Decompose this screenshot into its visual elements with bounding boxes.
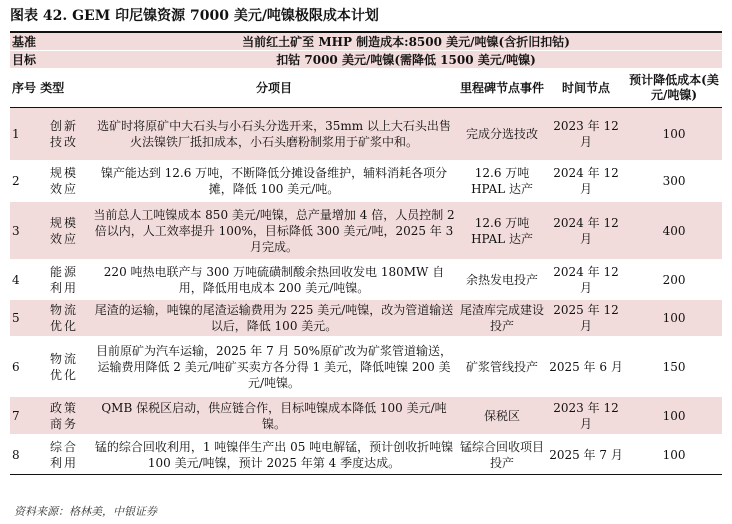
baseline-value: 当前红土矿至 MHP 制造成本:8500 美元/吨镍(含折旧扣钴): [90, 33, 722, 51]
row-milestone: 12.6 万吨 HPAL 达产: [471, 215, 533, 246]
row-time: 2024 年 12 月: [546, 202, 626, 260]
row-item: 尾渣的运输，吨镍的尾渣运输费用为 225 美元/吨镍，改为管道输送以后，降低 100 美元。: [90, 300, 458, 337]
target-label: 目标: [10, 51, 90, 69]
row-number: 3: [10, 202, 38, 260]
row-type: 创新技改: [50, 119, 79, 149]
row-number: 5: [10, 300, 38, 337]
table-row: [10, 108, 722, 161]
row-reduction: 300: [626, 161, 722, 202]
row-type: 综合利用: [50, 439, 79, 470]
header-no: 序号: [12, 80, 37, 95]
row-type: 物流优化: [50, 303, 79, 333]
table-row: [10, 202, 722, 260]
row-number: 8: [10, 435, 38, 475]
row-reduction: 100: [626, 397, 722, 435]
row-time: 2023 年 12 月: [546, 108, 626, 161]
table-row: [10, 337, 722, 397]
row-type: 规模效应: [50, 215, 79, 246]
target-row: [10, 51, 722, 69]
row-time: 2024 年 12 月: [546, 260, 626, 300]
row-time: 2023 年 12 月: [546, 397, 626, 435]
header-item: 分项目: [90, 69, 458, 108]
table-row: [10, 300, 722, 337]
table-row: [10, 260, 722, 300]
header-milestone: 里程碑节点事件: [458, 69, 546, 108]
row-number: 2: [10, 161, 38, 202]
row-type: 能源利用: [50, 264, 79, 295]
row-reduction: 200: [626, 260, 722, 300]
row-reduction: 100: [626, 300, 722, 337]
target-value: 扣钴 7000 美元/吨镍(需降低 1500 美元/吨镍): [90, 51, 722, 69]
row-item: 镍产能达到 12.6 万吨，不断降低分摊设备维护，辅料消耗各项分摊，降低 100 美元/吨。: [90, 161, 458, 202]
header-row: [10, 69, 722, 108]
row-item: 220 吨热电联产与 300 万吨硫磺制酸余热回收发电 180MW 自用，降低用电成本 200 美元/吨镍。: [90, 260, 458, 300]
row-item: 选矿时将原矿中大石头与小石头分选开来，35mm 以上大石头出售火法镍铁厂抵扣成本，小石头磨粉制浆用于矿浆中和。: [90, 108, 458, 161]
row-time: 2024 年 12 月: [546, 161, 626, 202]
row-number: 7: [10, 397, 38, 435]
row-reduction: 100: [626, 435, 722, 475]
row-milestone: 12.6 万吨 HPAL 达产: [471, 166, 533, 196]
row-type: 规模效应: [50, 166, 79, 196]
table-row: [10, 435, 722, 475]
row-number: 4: [10, 260, 38, 300]
row-type: 政策商务: [50, 400, 79, 431]
row-number: 1: [10, 108, 38, 161]
row-milestone: 矿浆管线投产: [466, 359, 539, 374]
row-milestone: 保税区: [484, 408, 521, 423]
baseline-label: 基准: [10, 33, 90, 51]
row-reduction: 100: [626, 108, 722, 161]
row-time: 2025 年 12 月: [546, 300, 626, 337]
row-milestone: 余热发电投产: [466, 272, 539, 287]
header-time: 时间节点: [546, 69, 626, 108]
baseline-row: [10, 33, 722, 51]
row-milestone: 尾渣库完成建设投产: [460, 303, 545, 333]
header-type: 类型: [40, 80, 65, 95]
source-note: 资料来源：格林美，中银证券: [14, 505, 157, 518]
table-row: [10, 397, 722, 435]
header-reduction: 预计降低成本(美元/吨镍): [626, 69, 722, 108]
row-milestone: 完成分选技改: [466, 127, 539, 141]
row-reduction: 150: [626, 337, 722, 397]
row-milestone: 锰综合回收项目投产: [460, 439, 545, 470]
figure-title: 图表 42. GEM 印尼镍资源 7000 美元/吨镍极限成本计划: [10, 8, 379, 24]
row-time: 2025 年 7 月: [546, 435, 626, 475]
cost-plan-table: [10, 33, 722, 475]
row-time: 2025 年 6 月: [546, 337, 626, 397]
row-item: 锰的综合回收利用，1 吨镍伴生产出 05 吨电解锰，预计创收折吨镍 100 美元/吨镍，预计 2025 年第 4 季度达成。: [90, 435, 458, 475]
table-row: [10, 161, 722, 202]
row-number: 6: [10, 337, 38, 397]
row-type: 物流优化: [50, 351, 79, 382]
row-reduction: 400: [626, 202, 722, 260]
row-item: 目前原矿为汽车运输，2025 年 7 月 50%原矿改为矿浆管道输送，运输费用降低 2 美元/吨矿买卖方各分得 1 美元，降低吨镍 200 美元/吨镍。: [90, 337, 458, 397]
row-item: QMB 保税区启动，供应链合作，目标吨镍成本降低 100 美元/吨镍。: [90, 397, 458, 435]
row-item: 当前总人工吨镍成本 850 美元/吨镍，总产量增加 4 倍，人员控制 2 倍以内，人工效率提升 100%，目标降低 300 美元/吨，2025 年 3 月完成。: [90, 202, 458, 260]
